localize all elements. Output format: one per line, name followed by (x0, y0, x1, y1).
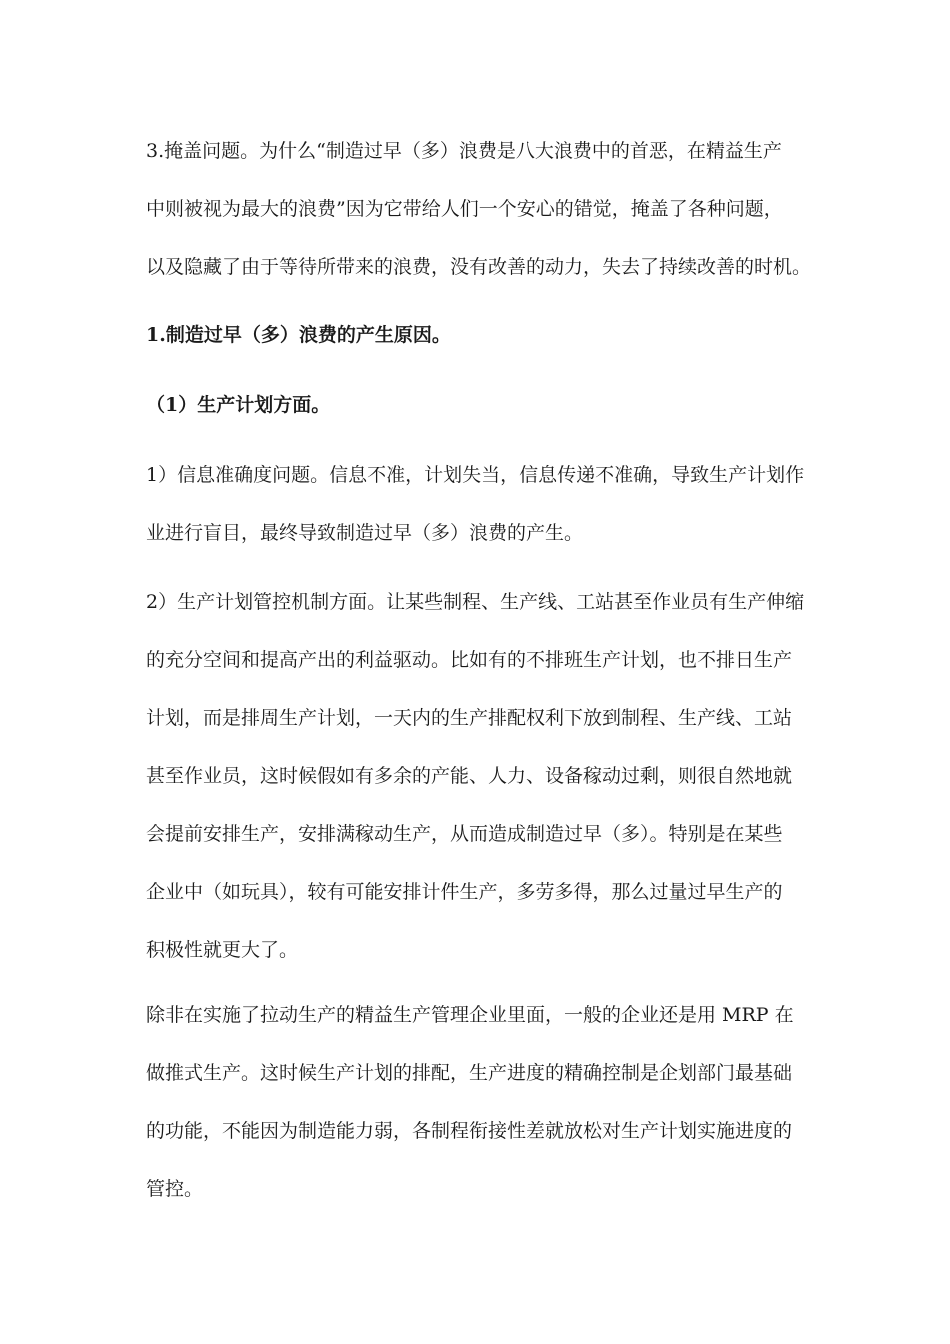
text-line: 管控。 (146, 1178, 204, 1200)
text-line: 1）信息准确度问题。信息不准，计划失当，信息传递不准确，导致生产计划作 (146, 464, 805, 486)
text-line: 业进行盲目，最终导致制造过早（多）浪费的产生。 (146, 522, 584, 544)
section-heading-causes (146, 306, 816, 364)
text-line: 会提前安排生产，安排满稼动生产，从而造成制造过早（多）。特别是在某些 (146, 823, 783, 845)
text-line: 的充分空间和提高产出的利益驱动。比如有的不排班生产计划，也不排日生产 (146, 649, 793, 671)
text-line: 做推式生产。这时候生产计划的排配，生产进度的精确控制是企划部门最基础 (146, 1062, 793, 1084)
text-line: 以及隐藏了由于等待所带来的浪费，没有改善的动力，失去了持续改善的时机。 (146, 256, 812, 278)
text-line: 除非在实施了拉动生产的精益生产管理企业里面，一般的企业还是用 MRP 在 (146, 1004, 794, 1026)
subsection-heading-planning (146, 376, 816, 434)
text-line: 中则被视为最大的浪费”因为它带给人们一个安心的错觉，掩盖了各种问题， (146, 198, 783, 220)
paragraph-mrp-push-production (146, 986, 816, 1218)
heading-text: 1.制造过早（多）浪费的产生原因。 (146, 324, 451, 346)
text-line: 甚至作业员，这时候假如有多余的产能、人力、设备稼动过剩，则很自然地就 (146, 765, 793, 787)
paragraph-concealing-problems (146, 122, 816, 296)
text-line: 的功能，不能因为制造能力弱，各制程衔接性差就放松对生产计划实施进度的 (146, 1120, 793, 1142)
text-line: 2）生产计划管控机制方面。让某些制程、生产线、工站甚至作业员有生产伸缩 (146, 591, 805, 613)
paragraph-information-accuracy (146, 446, 816, 562)
heading-text: （1）生产计划方面。 (146, 394, 331, 416)
paragraph-control-mechanism (146, 573, 816, 979)
text-line: 积极性就更大了。 (146, 939, 299, 961)
text-line: 3.掩盖问题。为什么“制造过早（多）浪费是八大浪费中的首恶，在精益生产 (146, 140, 782, 162)
text-line: 计划，而是排周生产计划，一天内的生产排配权利下放到制程、生产线、工站 (146, 707, 793, 729)
text-line: 企业中（如玩具），较有可能安排计件生产，多劳多得，那么过量过早生产的 (146, 881, 783, 903)
